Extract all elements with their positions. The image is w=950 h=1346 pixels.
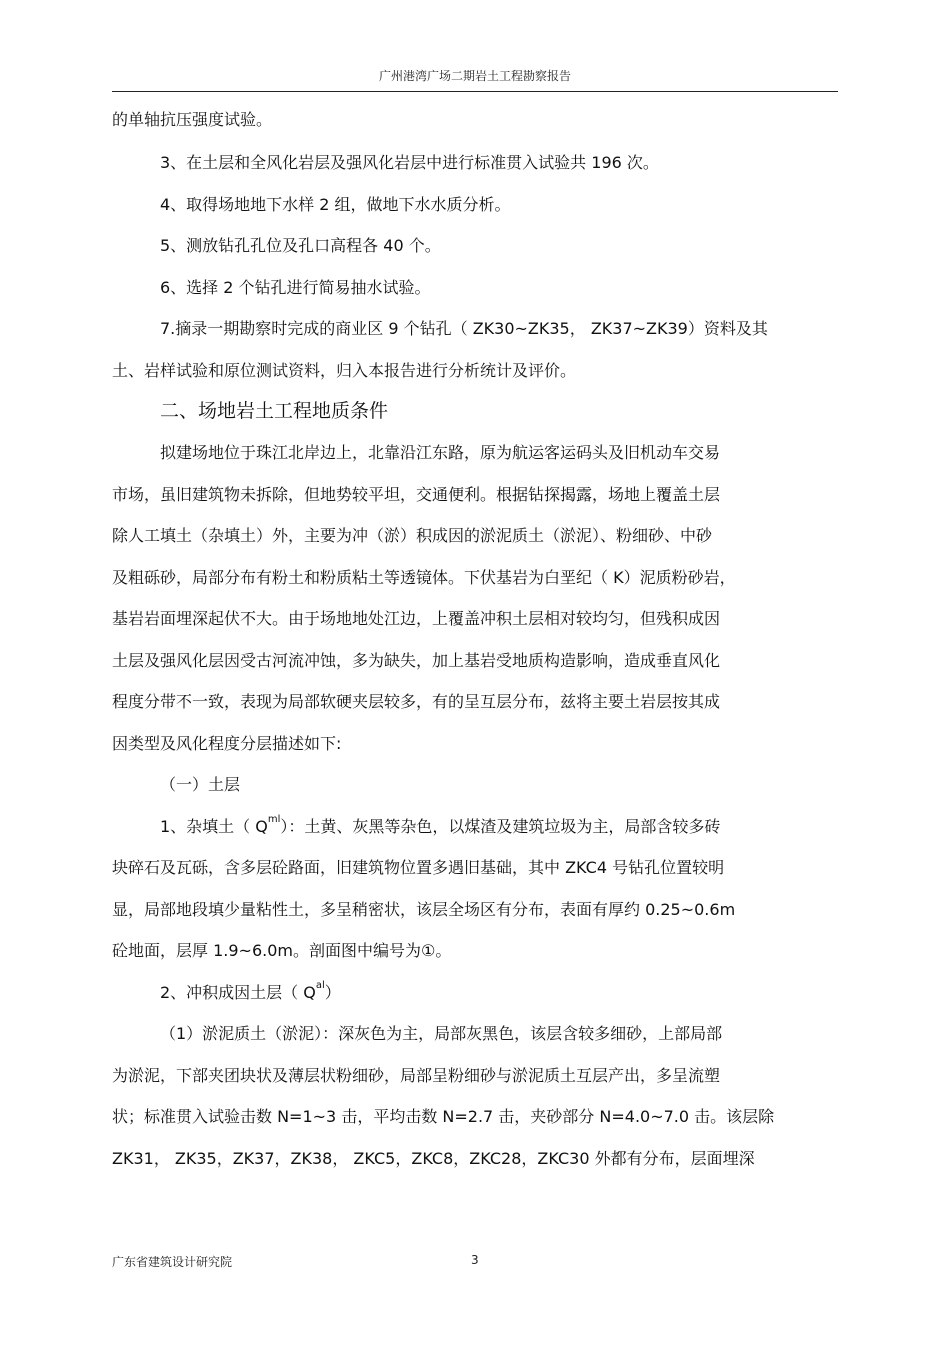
body-line: 为淤泥，下部夹团块状及薄层状粉细砂，局部呈粉细砂与淤泥质土互层产出，多呈流塑 (112, 1066, 721, 1085)
superscript: ml (267, 814, 281, 825)
body-line: 砼地面，层厚 1.9~6.0m。剖面图中编号为①。 (112, 941, 452, 960)
body-line: 拟建场地位于珠江北岸边上，北靠沿江东路，原为航运客运码头及旧机动车交易 (160, 443, 721, 462)
body-line: 3、在土层和全风化岩层及强风化岩层中进行标准贯入试验共 196 次。 (160, 153, 659, 172)
body-line: 6、选择 2 个钻孔进行简易抽水试验。 (160, 278, 431, 297)
text-run: ）：土黄、灰黑等杂色，以煤渣及建筑垃圾为主，局部含较多砖 (280, 817, 721, 836)
superscript: al (315, 980, 325, 991)
body-line: ZK31， ZK35，ZK37，ZK38， ZKC5，ZKC8，ZKC28，ZKC30 外都有分布，层面埋深 (112, 1149, 755, 1168)
body-line: 土、岩样试验和原位测试资料，归入本报告进行分析统计及评价。 (112, 361, 577, 380)
body-line-fill (160, 814, 721, 837)
text-run: 1、杂填土（ Q (160, 817, 268, 836)
page-number: 3 (471, 1253, 479, 1267)
body-line: 7.摘录一期勘察时完成的商业区 9 个钻孔（ ZK30~ZK35， ZK37~ZK39）资料及其 (160, 319, 768, 338)
body-line: 显，局部地段填少量粘性土，多呈稍密状，该层全场区有分布，表面有厚约 0.25~0.6m (112, 900, 736, 919)
header-divider (112, 91, 838, 92)
body-line: 状；标准贯入试验击数 N=1~3 击，平均击数 N=2.7 击，夹砂部分 N=4.0~7.0 击。该层除 (112, 1107, 775, 1126)
body-line: 的单轴抗压强度试验。 (112, 110, 273, 129)
body-line: 土层及强风化层因受古河流冲蚀，多为缺失，加上基岩受地质构造影响，造成垂直风化 (112, 651, 721, 670)
body-line: 市场，虽旧建筑物未拆除，但地势较平坦，交通便利。根据钻探揭露，场地上覆盖土层 (112, 485, 721, 504)
section-heading: 二、场地岩土工程地质条件 (160, 400, 389, 422)
body-line-alluvial (160, 980, 341, 1003)
footer-institute: 广东省建筑设计研究院 (112, 1255, 233, 1269)
text-run: 2、冲积成因土层（ Q (160, 983, 316, 1002)
body-line: 除人工填土（杂填土）外，主要为冲（淤）积成因的淤泥质土（淤泥）、粉细砂、中砂 (112, 526, 713, 545)
body-line: 5、测放钻孔孔位及孔口高程各 40 个。 (160, 236, 441, 255)
body-line: 块碎石及瓦砾，含多层砼路面，旧建筑物位置多遇旧基础，其中 ZKC4 号钻孔位置较明 (112, 858, 725, 877)
subsection-heading: （一）土层 (160, 775, 241, 794)
body-line: 因类型及风化程度分层描述如下: (112, 734, 342, 753)
body-line: 程度分带不一致，表现为局部软硬夹层较多，有的呈互层分布，兹将主要土岩层按其成 (112, 692, 721, 711)
body-line: （1）淤泥质土（淤泥）：深灰色为主，局部灰黑色，该层含较多细砂，上部局部 (160, 1024, 723, 1043)
header-title: 广州港湾广场二期岩土工程勘察报告 (378, 69, 571, 83)
body-line: 4、取得场地地下水样 2 组，做地下水水质分析。 (160, 195, 511, 214)
text-run: ） (324, 983, 341, 1002)
body-line: 及粗砾砂，局部分布有粉土和粉质粘土等透镜体。下伏基岩为白垩纪（ K）泥质粉砂岩， (112, 568, 736, 587)
body-line: 基岩岩面埋深起伏不大。由于场地地处江边，上覆盖冲积土层相对较均匀，但残积成因 (112, 609, 721, 628)
